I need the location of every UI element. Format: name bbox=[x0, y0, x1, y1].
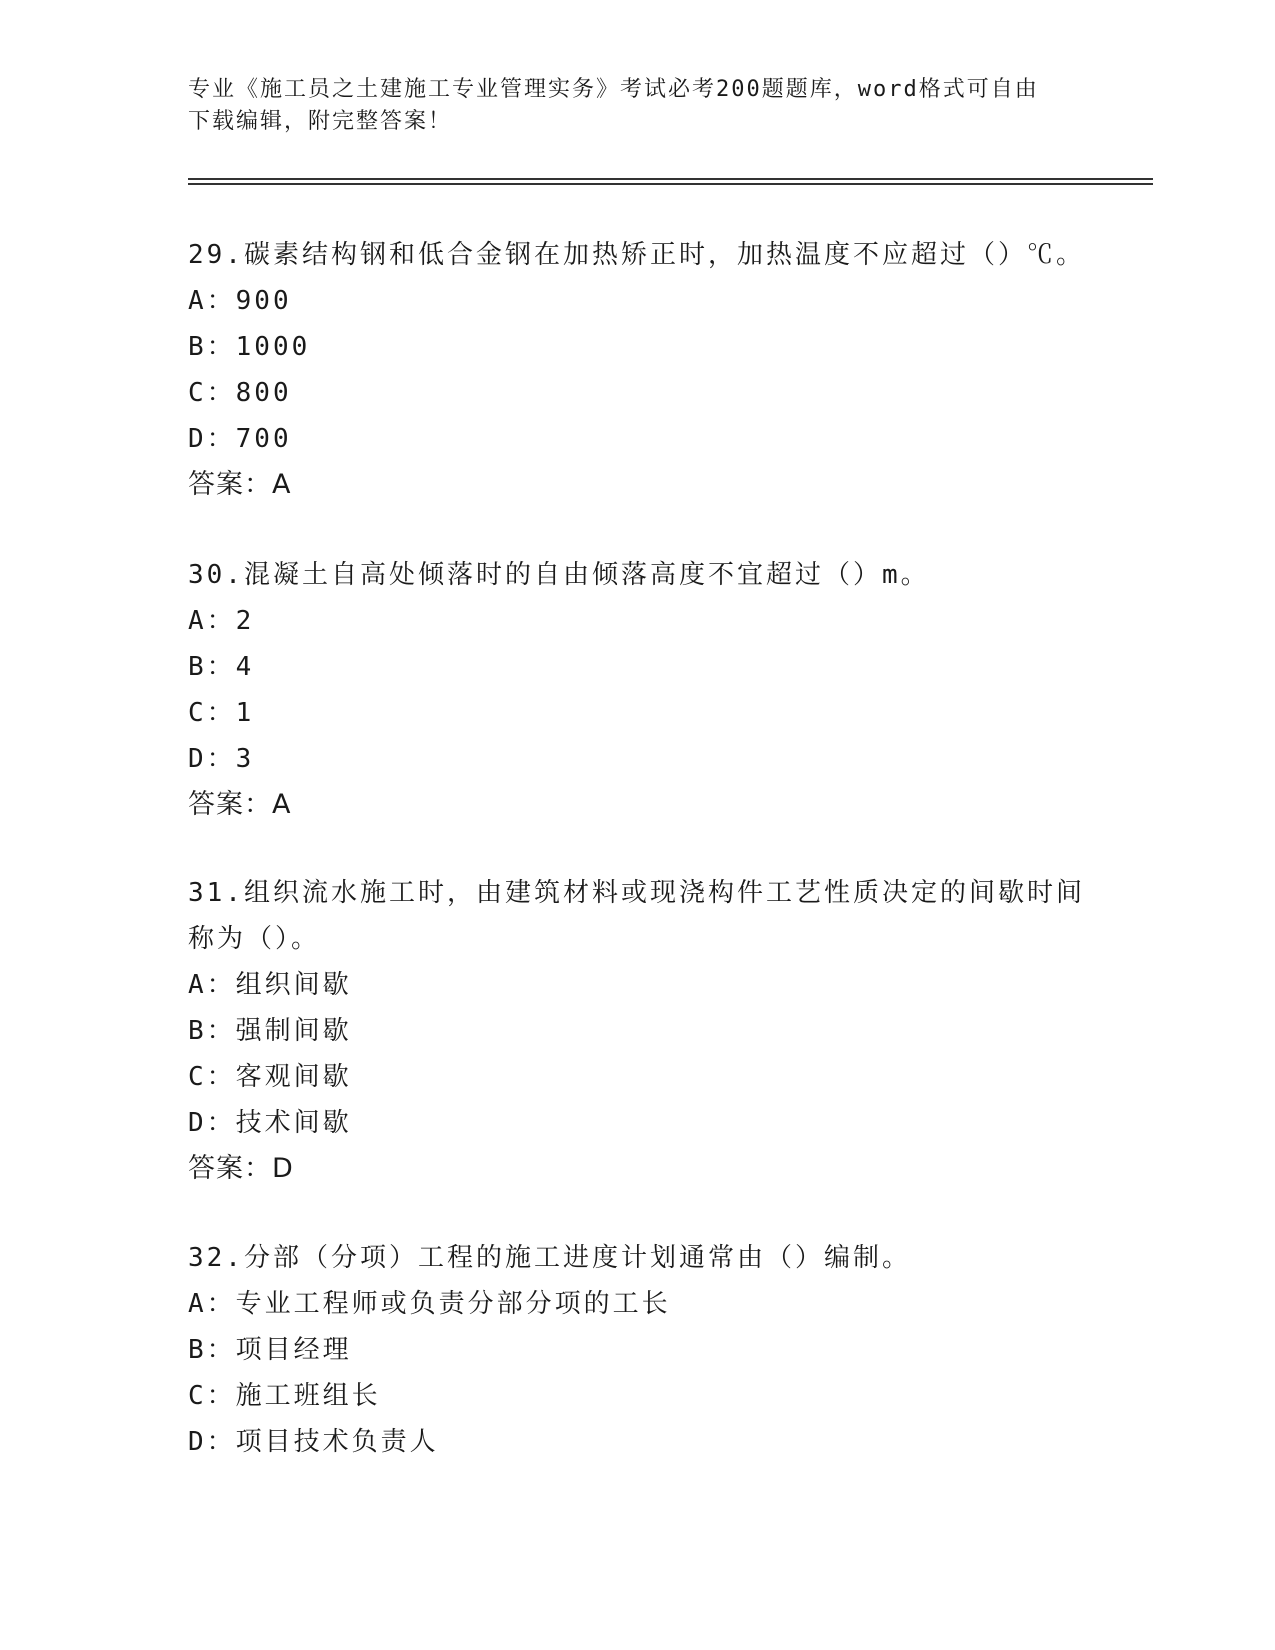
header-divider-bottom bbox=[188, 183, 1153, 185]
option-value: 900 bbox=[235, 286, 292, 316]
option-label: A： bbox=[188, 970, 236, 1000]
option-label: A： bbox=[188, 606, 236, 636]
option-d bbox=[188, 1100, 1088, 1146]
header-line-1: 专业《施工员之土建施工专业管理实务》考试必考200题题库，word格式可自由 bbox=[188, 77, 1039, 102]
question-text: 32.分部（分项）工程的施工进度计划通常由（）编制。 bbox=[188, 1243, 911, 1273]
option-c bbox=[188, 1054, 1088, 1100]
option-a bbox=[188, 962, 1088, 1008]
option-label: B： bbox=[188, 332, 236, 362]
option-value: 施工班组长 bbox=[235, 1381, 381, 1411]
question-29 bbox=[188, 232, 1088, 508]
option-label: D： bbox=[188, 1108, 236, 1138]
option-d bbox=[188, 736, 1088, 782]
answer-text: 答案：A bbox=[188, 469, 292, 500]
option-value: 1000 bbox=[235, 332, 311, 362]
answer-text: 答案：D bbox=[188, 1153, 294, 1184]
option-label: C： bbox=[188, 698, 236, 728]
option-label: B： bbox=[188, 1335, 236, 1365]
option-a bbox=[188, 1281, 1088, 1327]
option-value: 组织间歇 bbox=[235, 970, 352, 1000]
option-c bbox=[188, 1373, 1088, 1419]
option-b bbox=[188, 324, 1088, 370]
option-value: 专业工程师或负责分部分项的工长 bbox=[235, 1289, 671, 1319]
option-d bbox=[188, 1419, 1088, 1465]
question-31 bbox=[188, 870, 1088, 1192]
header-line-2: 下载编辑，附完整答案！ bbox=[188, 109, 453, 134]
option-label: C： bbox=[188, 1381, 236, 1411]
option-a bbox=[188, 598, 1088, 644]
option-value: 强制间歇 bbox=[235, 1016, 352, 1046]
header-divider-top bbox=[188, 178, 1153, 180]
option-label: C： bbox=[188, 1062, 236, 1092]
option-b bbox=[188, 1008, 1088, 1054]
document-header bbox=[188, 74, 1068, 138]
option-value: 3 bbox=[235, 744, 255, 774]
question-text: 29.碳素结构钢和低合金钢在加热矫正时，加热温度不应超过（）℃。 bbox=[188, 240, 1085, 270]
option-label: D： bbox=[188, 424, 236, 454]
option-value: 客观间歇 bbox=[235, 1062, 352, 1092]
option-value: 项目经理 bbox=[235, 1335, 352, 1365]
option-label: B： bbox=[188, 652, 236, 682]
option-value: 800 bbox=[235, 378, 292, 408]
option-a bbox=[188, 278, 1088, 324]
option-c bbox=[188, 370, 1088, 416]
option-value: 1 bbox=[235, 698, 255, 728]
question-text: 30.混凝土自高处倾落时的自由倾落高度不宜超过（）m。 bbox=[188, 560, 930, 590]
option-label: D： bbox=[188, 1427, 236, 1457]
question-text: 31.组织流水施工时，由建筑材料或现浇构件工艺性质决定的间歇时间称为（）。 bbox=[188, 878, 1085, 954]
option-b bbox=[188, 1327, 1088, 1373]
option-value: 2 bbox=[235, 606, 255, 636]
option-label: A： bbox=[188, 286, 236, 316]
option-c bbox=[188, 690, 1088, 736]
option-value: 4 bbox=[235, 652, 255, 682]
answer-text: 答案：A bbox=[188, 789, 292, 820]
option-b bbox=[188, 644, 1088, 690]
option-label: A： bbox=[188, 1289, 236, 1319]
option-value: 项目技术负责人 bbox=[235, 1427, 439, 1457]
question-30 bbox=[188, 552, 1088, 828]
option-label: B： bbox=[188, 1016, 236, 1046]
question-32 bbox=[188, 1235, 1088, 1465]
option-d bbox=[188, 416, 1088, 462]
option-label: D： bbox=[188, 744, 236, 774]
option-label: C： bbox=[188, 378, 236, 408]
option-value: 技术间歇 bbox=[235, 1108, 352, 1138]
option-value: 700 bbox=[235, 424, 292, 454]
